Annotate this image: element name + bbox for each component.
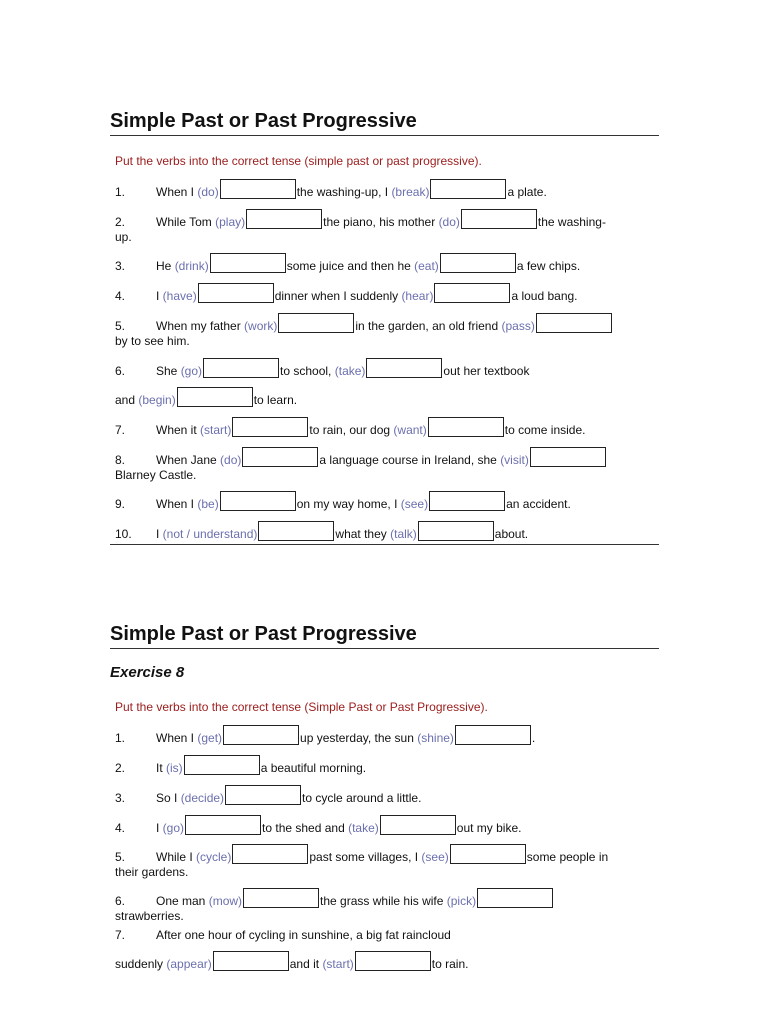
item-text: past some villages, I [309,850,422,864]
item-text: a language course in Ireland, she [319,453,501,467]
section-divider [110,544,659,545]
item-text: a few chips. [516,259,581,273]
item-text: When I [156,731,198,745]
answer-input[interactable] [203,358,279,378]
exercise-item [115,725,659,746]
item-text: She [156,364,181,378]
exercise-item [115,521,659,542]
verb-hint: (take) [334,364,366,378]
answer-input[interactable] [243,888,319,908]
verb-hint: (eat) [414,259,439,273]
item-text: their gardens. [115,865,189,879]
verb-hint: (see) [421,850,449,864]
item-number: 6. [115,894,126,908]
item-text: When it [156,423,201,437]
item-text: up yesterday, the sun [300,731,418,745]
exercise-item [115,313,659,349]
verb-hint: (shine) [417,731,454,745]
verb-hint: (hear) [401,289,434,303]
verb-hint: (mow) [208,894,243,908]
verb-hint: (go) [180,364,203,378]
verb-hint: (appear) [166,957,212,971]
item-number: 2. [115,761,126,775]
verb-hint: (want) [393,423,427,437]
item-text: After one hour of cycling in sunshine, a big fat raincloud [156,928,451,942]
item-number: 5. [115,850,126,864]
verb-hint: (have) [162,289,197,303]
answer-input[interactable] [450,844,526,864]
answer-input[interactable] [210,253,286,273]
item-text: to rain, our dog [309,423,394,437]
item-number: 2. [115,215,126,229]
answer-input[interactable] [246,209,322,229]
item-text: an accident. [506,497,571,511]
item-text: to the shed and [262,821,349,835]
exercise-item [115,447,659,483]
exercise-item [115,417,659,438]
item-text: the washing- [537,215,606,229]
item-text: suddenly [115,957,167,971]
answer-input[interactable] [223,725,299,745]
answer-input[interactable] [185,815,261,835]
item-text: a loud bang. [511,289,578,303]
verb-hint: (is) [166,761,183,775]
item-text: While Tom [156,215,216,229]
item-number: 6. [115,364,126,378]
section-title: Simple Past or Past Progressive [110,108,659,136]
item-text: out her textbook [443,364,530,378]
answer-input[interactable] [429,491,505,511]
item-number: 8. [115,453,126,467]
answer-input[interactable] [184,755,260,775]
exercise-item [115,815,659,836]
section-title: Simple Past or Past Progressive [110,621,659,649]
exercise-number: Exercise 8 [110,664,185,681]
item-number: 5. [115,319,126,333]
item-text: He [156,259,175,273]
instruction-text: Put the verbs into the correct tense (simple past or past progressive). [115,154,482,168]
item-text: on my way home, I [296,497,401,511]
answer-input[interactable] [477,888,553,908]
exercise-section-1 [110,108,659,545]
item-text: a beautiful morning. [260,761,367,775]
exercise-section-2 [110,621,659,972]
answer-input[interactable] [232,844,308,864]
exercise-item [115,491,659,512]
exercise-item [115,755,659,776]
verb-hint: (visit) [500,453,529,467]
answer-input[interactable] [278,313,354,333]
verb-hint: (start) [322,957,354,971]
item-text: to learn. [253,393,298,407]
answer-input[interactable] [355,951,431,971]
exercise-item [115,253,659,274]
answer-input[interactable] [430,179,506,199]
item-number: 1. [115,185,126,199]
exercise-item [115,179,659,200]
item-text: strawberries. [115,909,184,923]
verb-hint: (take) [348,821,379,835]
answer-input[interactable] [232,417,308,437]
item-number: 1. [115,731,126,745]
item-text: While I [156,850,197,864]
item-text: So I [156,791,181,805]
item-text: One man [156,894,209,908]
verb-hint: (start) [200,423,232,437]
item-text: I [156,821,163,835]
verb-hint: (pick) [446,894,477,908]
answer-input[interactable] [536,313,612,333]
item-text: I [156,289,163,303]
item-text: and [115,393,139,407]
exercise-item [115,785,659,806]
verb-hint: (get) [197,731,223,745]
item-text: Blarney Castle. [115,468,197,482]
item-text: the piano, his mother [323,215,439,229]
answer-input[interactable] [213,951,289,971]
verb-hint: (see) [400,497,429,511]
answer-input[interactable] [380,815,456,835]
item-number: 3. [115,791,126,805]
item-text: and it [289,957,323,971]
item-text: up. [115,230,132,244]
exercise-item [115,844,659,880]
verb-hint: (talk) [390,527,417,541]
verb-hint: (work) [244,319,278,333]
verb-hint: (decide) [180,791,225,805]
answer-input[interactable] [530,447,606,467]
answer-input[interactable] [440,253,516,273]
item-text: some people in [526,850,609,864]
exercise-item [115,928,659,972]
answer-input[interactable] [198,283,274,303]
item-number: 4. [115,821,126,835]
verb-hint: (do) [220,453,242,467]
item-number: 3. [115,259,126,273]
answer-input[interactable] [461,209,537,229]
item-text: When I [156,185,198,199]
answer-input[interactable] [455,725,531,745]
verb-hint: (drink) [174,259,209,273]
item-number: 7. [115,423,126,437]
item-text: to rain. [431,957,469,971]
item-text: out my bike. [456,821,522,835]
exercise-item [115,888,659,924]
item-text: about. [494,527,529,541]
answer-input[interactable] [418,521,494,541]
item-number: 10. [115,527,132,541]
verb-hint: (play) [215,215,246,229]
item-text: some juice and then he [286,259,415,273]
verb-hint: (do) [438,215,460,229]
item-text: the grass while his wife [320,894,447,908]
item-text: It [156,761,167,775]
verb-hint: (begin) [138,393,176,407]
item-text: to come inside. [504,423,586,437]
answer-input[interactable] [220,179,296,199]
answer-input[interactable] [220,491,296,511]
item-text: a plate. [507,185,547,199]
answer-input[interactable] [258,521,334,541]
answer-input[interactable] [242,447,318,467]
verb-hint: (cycle) [196,850,232,864]
answer-input[interactable] [177,387,253,407]
item-text: to school, [280,364,335,378]
item-text: . [531,731,536,745]
item-number: 9. [115,497,126,511]
item-text: When I [156,497,198,511]
exercise-item [115,358,659,408]
answer-input[interactable] [434,283,510,303]
item-text: When Jane [156,453,221,467]
verb-hint: (not / understand) [162,527,258,541]
exercise-list [110,725,659,972]
verb-hint: (be) [197,497,219,511]
item-number: 4. [115,289,126,303]
item-text: what they [335,527,391,541]
answer-input[interactable] [366,358,442,378]
instruction-text: Put the verbs into the correct tense (Simple Past or Past Progressive). [115,700,488,714]
answer-input[interactable] [428,417,504,437]
verb-hint: (do) [197,185,219,199]
verb-hint: (go) [162,821,185,835]
exercise-item [115,209,659,245]
item-text: by to see him. [115,334,190,348]
verb-hint: (break) [391,185,430,199]
item-text: the washing-up, I [296,185,392,199]
exercise-item [115,283,659,304]
item-text: I [156,527,163,541]
item-text: to cycle around a little. [302,791,422,805]
exercise-list [110,179,659,542]
item-text: When my father [156,319,245,333]
item-text: in the garden, an old friend [355,319,502,333]
verb-hint: (pass) [501,319,535,333]
item-text: dinner when I suddenly [274,289,402,303]
item-number: 7. [115,928,126,942]
answer-input[interactable] [225,785,301,805]
